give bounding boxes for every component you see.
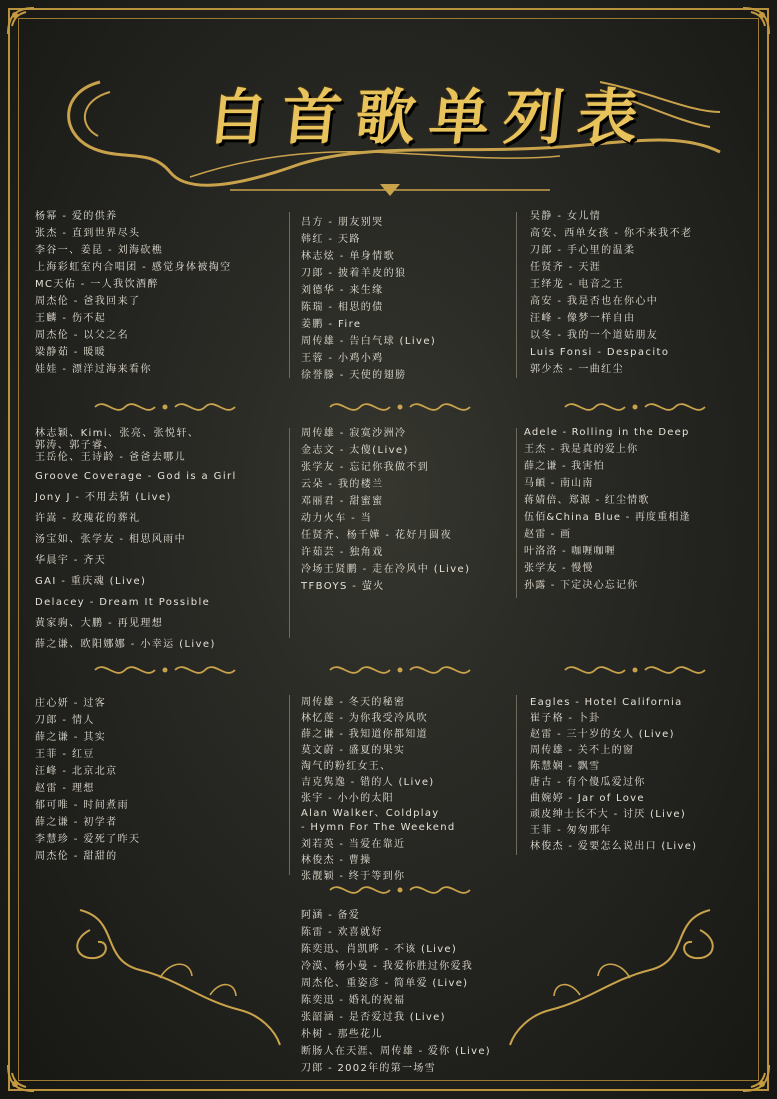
song-item: 许嵩 - 玫瑰花的葬礼 <box>35 513 141 524</box>
song-column <box>301 425 470 595</box>
song-column <box>301 907 491 1077</box>
song-item: 陈奕迅、肖凯晔 - 不该 (Live) <box>301 944 458 955</box>
song-item: 任贤齐、杨千嬅 - 花好月圆夜 <box>301 530 452 541</box>
song-item: 刀郎 - 2002年的第一场雪 <box>301 1063 436 1074</box>
song-item: 李慧珍 - 爱死了昨天 <box>35 834 141 845</box>
song-item: 王菲 - 匆匆那年 <box>530 825 612 836</box>
song-item: 汤宝如、张学友 - 相思风雨中 <box>35 534 186 545</box>
song-item: 曲婉婷 - Jar of Love <box>530 793 645 804</box>
column-divider <box>289 428 290 638</box>
song-item: 伍佰&China Blue - 再度重相逢 <box>524 512 691 523</box>
song-item: Delacey - Dream It Possible <box>35 597 211 608</box>
song-item: 王菲 - 红豆 <box>35 749 95 760</box>
song-item: 刀郎 - 情人 <box>35 715 95 726</box>
song-item <box>35 428 237 466</box>
song-item: Jony J - 不用去猜 (Live) <box>35 492 172 503</box>
song-item: 周传雄 - 冬天的秘密 <box>301 697 406 708</box>
bottom-left-swirl <box>60 900 290 1050</box>
song-item: 冷漠、杨小曼 - 我爱你胜过你爱我 <box>301 961 474 972</box>
song-item: 蒋婧倍、郑源 - 红尘情歌 <box>524 495 650 506</box>
song-item: 黄家驹、大鹏 - 再见理想 <box>35 618 164 629</box>
song-item: 王绎龙 - 电音之王 <box>530 279 624 290</box>
song-item: 娃娃 - 漂洋过海来看你 <box>35 364 152 375</box>
corner-ornament-top-left <box>6 6 36 36</box>
song-item: 赵雷 - 画 <box>524 529 572 540</box>
song-item: 吕方 - 朋友别哭 <box>301 217 384 228</box>
song-item: 陈雷 - 欢喜就好 <box>301 927 383 938</box>
song-item: 莫文蔚 - 盛夏的果实 <box>301 745 406 756</box>
song-line: 林志颖、Kimi、张亮、张悦轩、 郭涛、郭子睿、 王岳伦、王诗龄 - 爸爸去哪儿 <box>35 428 200 463</box>
song-item: 陈瑞 - 相思的债 <box>301 302 384 313</box>
song-item: 金志文 - 太傻(Live) <box>301 445 409 456</box>
song-item: 王蓉 - 小鸡小鸡 <box>301 353 384 364</box>
song-item: 郭少杰 - 一曲红尘 <box>530 364 624 375</box>
song-item: 李谷一、姜昆 - 刘海砍樵 <box>35 245 164 256</box>
song-item: 高安、西单女孩 - 你不来我不老 <box>530 228 693 239</box>
song-column <box>301 214 436 384</box>
song-item: 吉克隽逸 - 错的人 (Live) <box>301 777 435 788</box>
song-item: Groove Coverage - God is a Girl <box>35 471 237 482</box>
song-item: 林俊杰 - 曹操 <box>301 855 372 866</box>
song-item: 薛之谦、欧阳娜娜 - 小幸运 (Live) <box>35 639 216 650</box>
song-item: 上海彩虹室内合唱团 - 感觉身体被掏空 <box>35 262 232 273</box>
song-item: 赵雷 - 三十岁的女人 (Live) <box>530 729 675 740</box>
song-item: 周杰伦 - 甜甜的 <box>35 851 118 862</box>
song-column <box>530 208 692 378</box>
song-item: Luis Fonsi - Despacito <box>530 347 670 358</box>
song-item: 薛之谦 - 我害怕 <box>524 461 605 472</box>
corner-ornament-bottom-right <box>741 1063 771 1093</box>
song-column <box>301 695 456 885</box>
song-item: 周杰伦 - 爸我回来了 <box>35 296 141 307</box>
song-item: 杨幂 - 爱的供养 <box>35 211 118 222</box>
song-item: 周传雄 - 告白气球 (Live) <box>301 336 437 347</box>
scroll-ornament <box>560 660 710 680</box>
song-item: 汪峰 - 北京北京 <box>35 766 118 777</box>
scroll-ornament <box>325 880 475 900</box>
song-item: MC天佑 - 一人我饮酒醉 <box>35 279 159 290</box>
song-item: 阿涵 - 备爱 <box>301 910 361 921</box>
song-item: 陈慧娴 - 飘雪 <box>530 761 601 772</box>
scroll-ornament <box>90 397 240 417</box>
song-item: 崔子格 - 卜卦 <box>530 713 601 724</box>
column-divider <box>289 212 290 378</box>
song-item: 薛之谦 - 初学者 <box>35 817 118 828</box>
song-item: 周传雄 - 寂寞沙洲冷 <box>301 428 407 439</box>
song-item: 唐古 - 有个傻瓜爱过你 <box>530 777 646 788</box>
corner-ornament-bottom-left <box>6 1063 36 1093</box>
song-item: 张宇 - 小小的太阳 <box>301 793 394 804</box>
song-column <box>35 695 140 865</box>
song-item: 邓丽君 - 甜蜜蜜 <box>301 496 384 507</box>
song-item: Adele - Rolling in the Deep <box>524 427 690 438</box>
song-item: 动力火车 - 当 <box>301 513 373 524</box>
song-column <box>35 208 232 378</box>
song-item: 任贤齐 - 天涯 <box>530 262 602 273</box>
song-item: 王麟 - 伤不起 <box>35 313 107 324</box>
song-item: 朴树 - 那些花儿 <box>301 1029 383 1040</box>
song-item: Eagles - Hotel California <box>530 697 683 708</box>
column-divider <box>289 695 290 875</box>
song-column <box>524 424 691 594</box>
song-column <box>35 428 237 655</box>
song-item: 刀郎 - 手心里的温柔 <box>530 245 636 256</box>
song-item: 吴静 - 女儿情 <box>530 211 602 222</box>
song-item: 华晨宇 - 齐天 <box>35 555 107 566</box>
song-item: 梁静茹 - 暖暖 <box>35 347 107 358</box>
song-column <box>530 695 697 855</box>
song-item: 庄心妍 - 过客 <box>35 698 107 709</box>
song-item: 刀郎 - 披着羊皮的狼 <box>301 268 407 279</box>
song-item: 断肠人在天涯、周传雄 - 爱你 (Live) <box>301 1046 491 1057</box>
song-item: 韩红 - 天路 <box>301 234 361 245</box>
song-item: 淘气的粉红女王、 <box>301 761 392 772</box>
song-item: 赵雷 - 理想 <box>35 783 95 794</box>
song-item: 刘若英 - 当爱在靠近 <box>301 839 406 850</box>
scroll-ornament <box>325 397 475 417</box>
column-divider <box>516 695 517 855</box>
song-item: 冷场王贤鹏 - 走在冷风中 (Live) <box>301 564 471 575</box>
song-item: GAI - 重庆魂 (Live) <box>35 576 147 587</box>
scroll-ornament <box>560 397 710 417</box>
corner-ornament-top-right <box>741 6 771 36</box>
song-item: Alan Walker、Coldplay - Hymn For The Weekend <box>301 808 456 833</box>
song-item: 周传雄 - 关不上的窗 <box>530 745 635 756</box>
song-item: 顽皮绅士长不大 - 讨厌 (Live) <box>530 809 687 820</box>
song-item: 张学友 - 慢慢 <box>524 563 594 574</box>
song-item: 云朵 - 我的楼兰 <box>301 479 384 490</box>
column-divider <box>516 212 517 378</box>
song-item: 林俊杰 - 爱要怎么说出口 (Live) <box>530 841 698 852</box>
song-item: 姜鹏 - Fire <box>301 319 362 330</box>
song-item: 张韶涵 - 是否爱过我 (Live) <box>301 1012 446 1023</box>
song-item: 张杰 - 直到世界尽头 <box>35 228 141 239</box>
song-item: TFBOYS - 萤火 <box>301 581 385 592</box>
scroll-ornament <box>325 660 475 680</box>
song-item: 林志炫 - 单身情歌 <box>301 251 395 262</box>
scroll-ornament <box>90 660 240 680</box>
poster-title: 自首歌单列表 <box>203 83 656 153</box>
song-item: 张靓颖 - 终于等到你 <box>301 871 406 882</box>
song-item: 马頔 - 南山南 <box>524 478 594 489</box>
song-item: 徐誉滕 - 天使的翅膀 <box>301 370 407 381</box>
song-item: 汪峰 - 像梦一样自由 <box>530 313 636 324</box>
song-item: 林忆莲 - 为你我受冷风吹 <box>301 713 428 724</box>
song-item: 张学友 - 忘记你我做不到 <box>301 462 430 473</box>
song-item: 周杰伦 - 以父之名 <box>35 330 129 341</box>
song-item: 王杰 - 我是真的爱上你 <box>524 444 639 455</box>
song-item: 孙露 - 下定决心忘记你 <box>524 580 639 591</box>
song-item: 叶洛洛 - 咖喱咖喱 <box>524 546 616 557</box>
song-item: 薛之谦 - 其实 <box>35 732 107 743</box>
song-item: 周杰伦、重姿彦 - 简单爱 (Live) <box>301 978 469 989</box>
song-item: 高安 - 我是否也在你心中 <box>530 296 659 307</box>
song-item: 陈奕迅 - 婚礼的祝福 <box>301 995 406 1006</box>
song-item: 许茹芸 - 独角戏 <box>301 547 384 558</box>
song-item: 薛之谦 - 我知道你都知道 <box>301 729 428 740</box>
song-item: 郁可唯 - 时间煮雨 <box>35 800 129 811</box>
bottom-right-swirl <box>500 900 730 1050</box>
song-item: 刘德华 - 来生缘 <box>301 285 384 296</box>
song-item: 以冬 - 我的一个道姑朋友 <box>530 330 659 341</box>
column-divider <box>516 428 517 598</box>
